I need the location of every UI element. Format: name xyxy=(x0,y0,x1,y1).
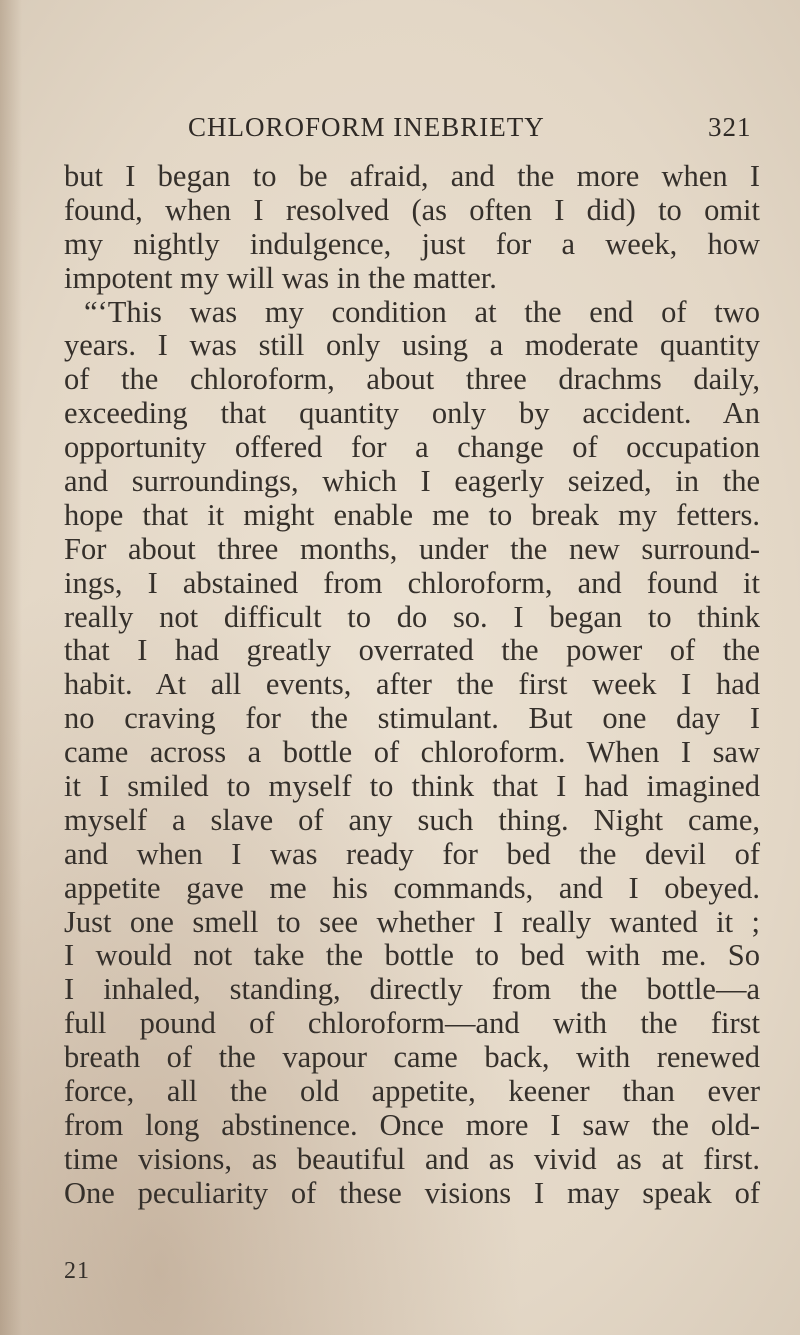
page-number: 321 xyxy=(708,112,752,142)
text-line: I would not take the bottle to bed with me. So xyxy=(64,938,760,973)
text-line: breath of the vapour came back, with renewed xyxy=(64,1040,760,1075)
text-line: “‘This was my condition at the end of two xyxy=(84,294,760,329)
text-line: For about three months, under the new surround- xyxy=(64,531,760,566)
text-line: that I had greatly overrated the power of the xyxy=(64,633,760,668)
running-head-title: CHLOROFORM INEBRIETY xyxy=(188,112,545,142)
text-line: and surroundings, which I eagerly seized, in the xyxy=(64,464,760,499)
text-line: Just one smell to see whether I really wanted it ; xyxy=(64,904,760,939)
running-head xyxy=(0,112,800,146)
text-line: opportunity offered for a change of occupation xyxy=(64,430,760,465)
text-line: full pound of chloroform—and with the first xyxy=(64,1006,760,1041)
text-line: from long abstinence. Once more I saw the old- xyxy=(64,1107,760,1142)
text-line: of the chloroform, about three drachms daily, xyxy=(64,362,760,397)
text-line: time visions, as beautiful and as vivid as at first. xyxy=(64,1141,760,1176)
text-line: One peculiarity of these visions I may speak of xyxy=(64,1175,760,1210)
text-line: found, when I resolved (as often I did) to omit xyxy=(64,192,760,227)
text-line: ings, I abstained from chloroform, and found it xyxy=(64,565,760,600)
text-line: but I began to be afraid, and the more when I xyxy=(64,159,760,193)
text-line: no craving for the stimulant. But one day I xyxy=(64,701,760,736)
text-line: came across a bottle of chloroform. When I saw xyxy=(64,735,760,770)
text-line: really not difficult to do so. I began to think xyxy=(64,599,760,634)
text-line: hope that it might enable me to break my fetters. xyxy=(64,497,760,532)
text-line: I inhaled, standing, directly from the bottle—a xyxy=(64,972,760,1007)
text-line: my nightly indulgence, just for a week, how xyxy=(64,226,760,261)
gutter-shadow xyxy=(0,0,22,1335)
signature-mark: 21 xyxy=(64,1258,90,1284)
text-line: appetite gave me his commands, and I obeyed. xyxy=(64,870,760,905)
text-line: habit. At all events, after the first week I had xyxy=(64,667,760,702)
text-line: and when I was ready for bed the devil of xyxy=(64,836,760,871)
body-text xyxy=(64,160,760,1211)
text-line: years. I was still only using a moderate quantity xyxy=(64,328,760,363)
text-line: force, all the old appetite, keener than ever xyxy=(64,1074,760,1109)
text-line: impotent my will was in the matter. xyxy=(64,260,497,295)
text-line: myself a slave of any such thing. Night came, xyxy=(64,802,760,837)
text-line: exceeding that quantity only by accident. An xyxy=(64,396,760,431)
text-line: it I smiled to myself to think that I had imagined xyxy=(64,769,760,804)
